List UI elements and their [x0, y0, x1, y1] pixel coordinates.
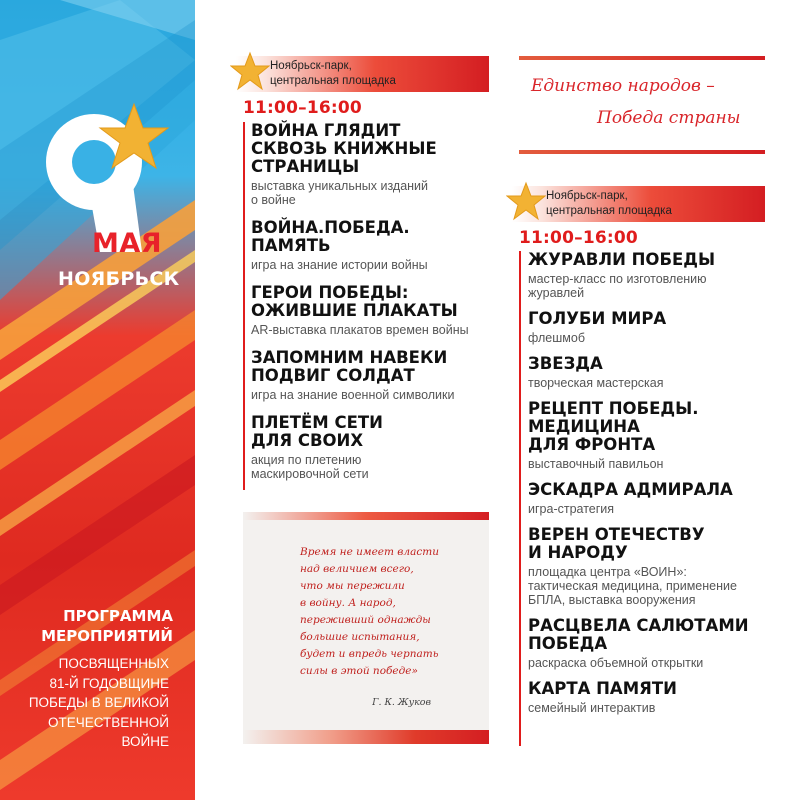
location-banner-right: [512, 186, 765, 222]
events-list-left: [243, 122, 493, 490]
slogan-bottom-line: [519, 150, 765, 154]
event-title: ГЕРОИ ПОБЕДЫ: ОЖИВШИЕ ПЛАКАТЫ: [251, 283, 458, 320]
program-subtitle: [0, 654, 169, 752]
event-title: ЗАПОМНИМ НАВЕКИ ПОДВИГ СОЛДАТ: [251, 348, 448, 385]
event-description: игра на знание военной символики: [251, 388, 455, 402]
location-banner-left: [236, 56, 489, 92]
location-line: центральная площадка: [270, 75, 396, 87]
quote-card: [243, 512, 489, 744]
event-item: [251, 284, 493, 337]
event-title: ВОЙНА ГЛЯДИТ СКВОЗЬ КНИЖНЫЕ СТРАНИЦЫ: [251, 121, 437, 176]
event-description: акция по плетению маскировочной сети: [251, 453, 369, 481]
date-banner: [0, 0, 195, 800]
event-title: ВЕРЕН ОТЕЧЕСТВУ И НАРОДУ: [528, 525, 705, 562]
slogan-line1: Единство народов –: [531, 76, 715, 96]
slogan-top-line: [519, 56, 765, 60]
location-line: Ноябрьск-парк,: [270, 60, 352, 72]
event-title: ВОЙНА.ПОБЕДА. ПАМЯТЬ: [251, 218, 410, 255]
event-item: [528, 355, 789, 390]
time-left: 11:00–16:00: [243, 98, 362, 118]
program-subtitle-line: ПОБЕДЫ В ВЕЛИКОЙ: [28, 695, 169, 710]
event-title: ЗВЕЗДА: [528, 354, 603, 373]
event-item: [528, 680, 789, 715]
event-description: флешмоб: [528, 331, 585, 345]
event-title: ЭСКАДРА АДМИРАЛА: [528, 480, 733, 499]
star-icon: [506, 181, 546, 221]
location-text: [270, 59, 396, 89]
events-list-right: [519, 251, 789, 746]
event-description: творческая мастерская: [528, 376, 664, 390]
event-description: выставочный павильон: [528, 457, 664, 471]
event-description: раскраска объемной открытки: [528, 656, 704, 670]
event-description: мастер-класс по изготовлению журавлей: [528, 272, 707, 300]
event-description: AR-выставка плакатов времен войны: [251, 323, 469, 337]
quote-text: Время не имеет власти над величием всего, что мы пережили в войну. А народ, переживший однажды большие испытания, будет и впредь черпать силы в этой победе»: [300, 546, 439, 677]
city-label: НОЯБРЬСК: [58, 268, 180, 290]
event-item: [528, 251, 789, 300]
event-item: [528, 481, 789, 516]
location-line: Ноябрьск-парк,: [546, 190, 628, 202]
event-description: площадка центра «ВОИН»: тактическая медицина, применение БПЛА, выставка вооружения: [528, 565, 737, 607]
event-description: семейный интерактив: [528, 701, 656, 715]
program-subtitle-line: ОТЕЧЕСТВЕННОЙ: [47, 714, 169, 730]
slogan-line2: Победа страны: [597, 108, 741, 128]
program-title-line: МЕРОПРИЯТИЙ: [41, 627, 173, 645]
program-title: [3, 606, 173, 646]
event-item: [528, 526, 789, 607]
slogan-card: [519, 56, 765, 156]
event-title: РЕЦЕПТ ПОБЕДЫ. МЕДИЦИНА ДЛЯ ФРОНТА: [528, 399, 699, 454]
quote-author: Г. К. Жуков: [372, 697, 431, 708]
event-description: выставка уникальных изданий о войне: [251, 179, 429, 207]
location-line: центральная площадка: [546, 205, 672, 217]
program-subtitle-line: ПОСВЯЩЕННЫХ: [58, 656, 169, 671]
program-subtitle-line: 81-Й ГОДОВЩИНЕ: [49, 675, 169, 691]
quote-bottom-bar: [243, 730, 489, 744]
event-description: игра-стратегия: [528, 502, 615, 516]
star-icon: [230, 51, 270, 91]
event-item: [251, 122, 493, 207]
program-subtitle-line: ВОЙНЕ: [121, 734, 169, 749]
month-label: МАЯ: [92, 228, 163, 259]
event-item: [528, 310, 789, 345]
event-title: КАРТА ПАМЯТИ: [528, 679, 677, 698]
location-text: [546, 189, 672, 219]
event-item: [528, 400, 789, 471]
event-title: РАСЦВЕЛА САЛЮТАМИ ПОБЕДА: [528, 616, 749, 653]
event-item: [251, 219, 493, 272]
event-item: [528, 617, 789, 670]
event-item: [251, 349, 493, 402]
event-item: [251, 414, 493, 481]
quote-top-bar: [243, 512, 489, 520]
program-title-line: ПРОГРАММА: [63, 607, 173, 625]
time-right: 11:00–16:00: [519, 228, 638, 248]
event-title: ЖУРАВЛИ ПОБЕДЫ: [528, 250, 716, 269]
event-title: ПЛЕТЁМ СЕТИ ДЛЯ СВОИХ: [251, 413, 383, 450]
event-description: игра на знание истории войны: [251, 258, 428, 272]
event-title: ГОЛУБИ МИРА: [528, 309, 667, 328]
